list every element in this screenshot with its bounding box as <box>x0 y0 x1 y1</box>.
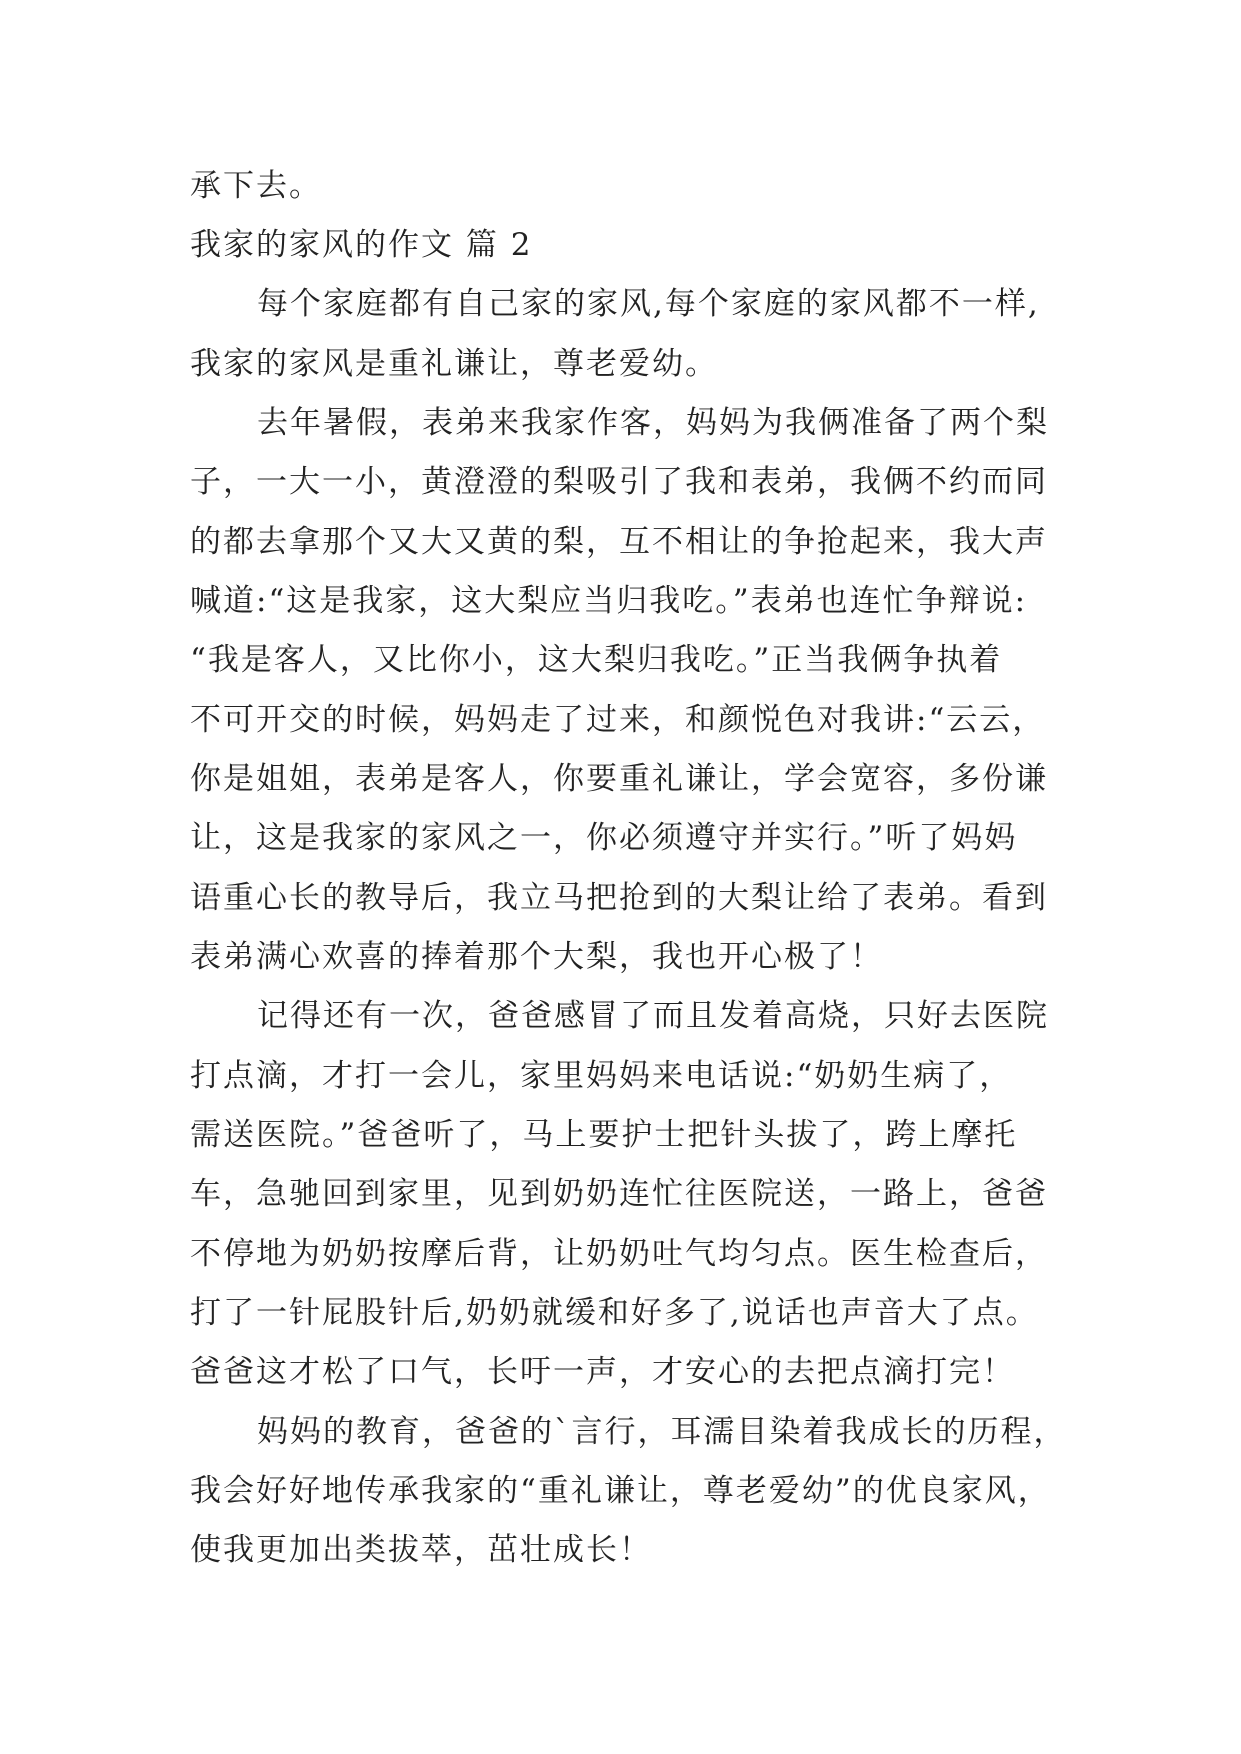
text-line: 语重心长的教导后，我立马把抢到的大梨让给了表弟。看到 <box>190 880 1048 916</box>
text-line: 去年暑假，表弟来我家作客，妈妈为我俩准备了两个梨 <box>257 405 1049 441</box>
text-line: 承下去。 <box>190 168 322 204</box>
text-line: 喊道:“这是我家，这大梨应当归我吃。”表弟也连忙争辩说: <box>190 583 1028 619</box>
text-line: 你是姐姐，表弟是客人，你要重礼谦让，学会宽容，多份谦 <box>190 761 1048 797</box>
text-line: 的都去拿那个又大又黄的梨，互不相让的争抢起来，我大声 <box>190 524 1048 560</box>
text-line: 使我更加出类拔萃，茁壮成长！ <box>190 1532 652 1568</box>
text-line: “我是客人，又比你小，这大梨归我吃。”正当我俩争执着 <box>190 642 1003 678</box>
text-line: 不可开交的时候，妈妈走了过来，和颜悦色对我讲:“云云， <box>190 702 1046 738</box>
text-line: 子，一大一小，黄澄澄的梨吸引了我和表弟，我俩不约而同 <box>190 464 1048 500</box>
text-line: 记得还有一次，爸爸感冒了而且发着高烧，只好去医院 <box>257 998 1049 1034</box>
text-line: 让，这是我家的家风之一，你必须遵守并实行。”听了妈妈 <box>190 820 1018 856</box>
text-line: 打了一针屁股针后,奶奶就缓和好多了,说话也声音大了点。 <box>190 1295 1039 1331</box>
text-line: 需送医院。”爸爸听了，马上要护士把针头拔了，跨上摩托 <box>190 1117 1018 1153</box>
text-line: 每个家庭都有自己家的家风,每个家庭的家风都不一样, <box>257 286 1040 322</box>
text-line: 车，急驰回到家里，见到奶奶连忙往医院送，一路上，爸爸 <box>190 1176 1048 1212</box>
text-line: 打点滴，才打一会儿，家里妈妈来电话说:“奶奶生病了， <box>190 1058 1013 1094</box>
text-line: 表弟满心欢喜的捧着那个大梨，我也开心极了！ <box>190 939 883 975</box>
text-line: 妈妈的教育，爸爸的`言行，耳濡目染着我成长的历程， <box>257 1414 1067 1450</box>
text-line: 我家的家风是重礼谦让，尊老爱幼。 <box>190 346 718 382</box>
section-heading: 我家的家风的作文 篇 2 <box>190 227 533 263</box>
text-line: 不停地为奶奶按摩后背，让奶奶吐气均匀点。医生检查后， <box>190 1236 1048 1272</box>
text-line: 我会好好地传承我家的“重礼谦让，尊老爱幼”的优良家风， <box>190 1473 1051 1509</box>
text-line: 爸爸这才松了口气，长吁一声，才安心的去把点滴打完！ <box>190 1354 1015 1390</box>
